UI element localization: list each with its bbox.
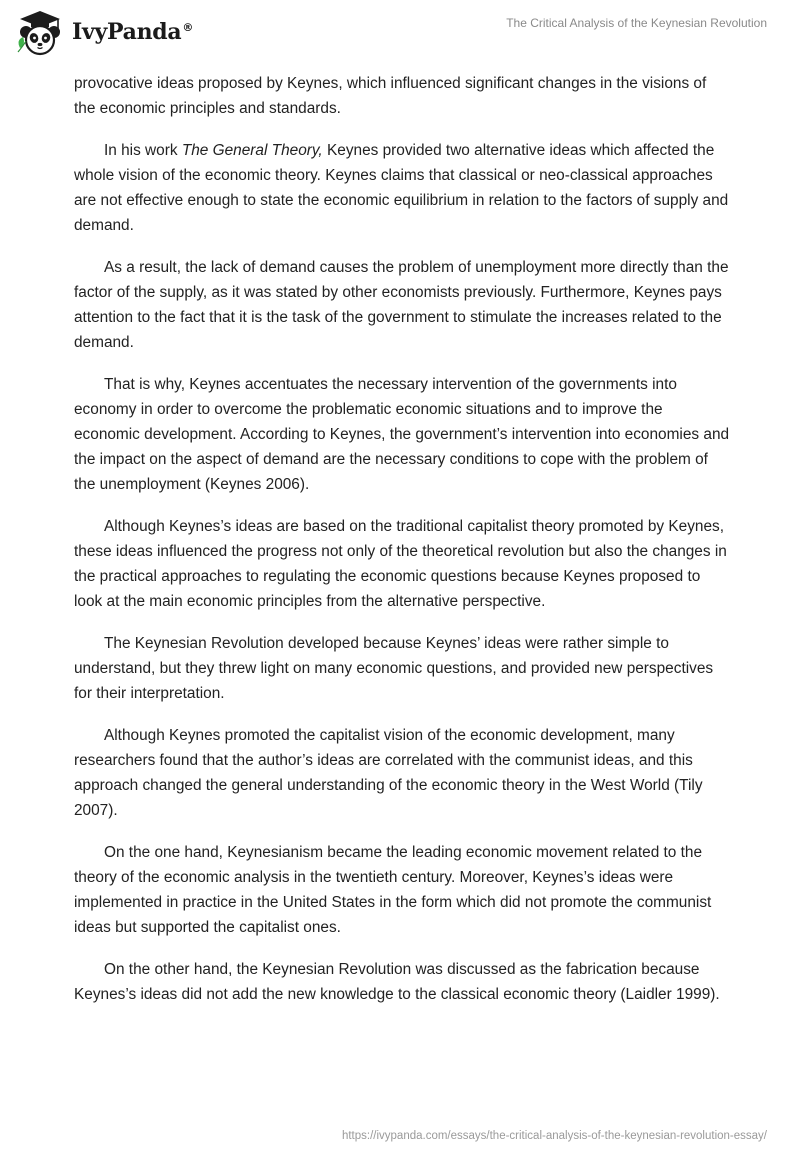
ivypanda-logo[interactable] (14, 8, 193, 56)
paragraph-3: As a result, the lack of demand causes the problem of unemployment more directly than the factor of the supply, as it was stated by other economists previously. Furthermore, Keynes pays attention to the fact that it is the task of the government to stimulate the increases related to the demand. (74, 259, 729, 351)
paragraph-2 (74, 138, 730, 238)
panda-graduate-icon (14, 8, 66, 56)
book-title: The General Theory, (181, 142, 323, 159)
paragraph-7: Although Keynes promoted the capitalist vision of the economic development, many researchers found that the author’s ideas are correlated with the communist ideas, and this approach changed the general understanding of the economic theory in the West World (Tily 2007). (74, 727, 703, 819)
source-url[interactable]: https://ivypanda.com/essays/the-critical-analysis-of-the-keynesian-revolution-essay/ (341, 1130, 767, 1142)
essay-body (74, 71, 730, 1024)
page-header (0, 0, 800, 64)
paragraph-1: provocative ideas proposed by Keynes, which influenced significant changes in the visions of the economic principles and standards. (74, 75, 707, 117)
paragraph-5: Although Keynes’s ideas are based on the traditional capitalist theory promoted by Keynes, these ideas influenced the progress not only of the theoretical revolution but also the changes in the practical approaches to regulating the economic questions because Keynes proposed to look at the main economic principles from the alternative perspective. (74, 518, 727, 610)
registered-mark: ® (182, 20, 194, 34)
logo-wordmark (72, 19, 193, 45)
paragraph-4: That is why, Keynes accentuates the necessary intervention of the governments into economy in order to overcome the problematic economic situations and to improve the economic development. According to Keynes, the government’s intervention into economies and the impact on the aspect of demand are the necessary conditions to cope with the problem of the unemployment (Keynes 2006). (74, 376, 730, 493)
logo-text: IvyPanda (72, 19, 182, 45)
paragraph-8: On the one hand, Keynesianism became the leading economic movement related to the theory of the economic analysis in the twentieth century. Moreover, Keynes’s ideas were implemented in practice in the United States in the form which did not promote the communist ideas but supported the capitalist ones. (74, 844, 712, 936)
paragraph-9: On the other hand, the Keynesian Revolution was discussed as the fabrication because Keynes’s ideas did not add the new knowledge to the classical economic theory (Laidler 1999). (74, 961, 720, 1003)
paragraph-2-post: Keynes provided two alternative ideas which affected the whole vision of the economic theory. Keynes claims that classical or neo-classical approaches are not effective enough to state the economic equilibrium in relation to the factors of supply and demand. (74, 142, 729, 234)
paragraph-6: The Keynesian Revolution developed because Keynes’ ideas were rather simple to understand, but they threw light on many economic questions, and provided new perspectives for their interpretation. (74, 635, 714, 702)
document-title: The Critical Analysis of the Keynesian Revolution (506, 16, 767, 30)
paragraph-2-pre: In his work (104, 142, 182, 159)
